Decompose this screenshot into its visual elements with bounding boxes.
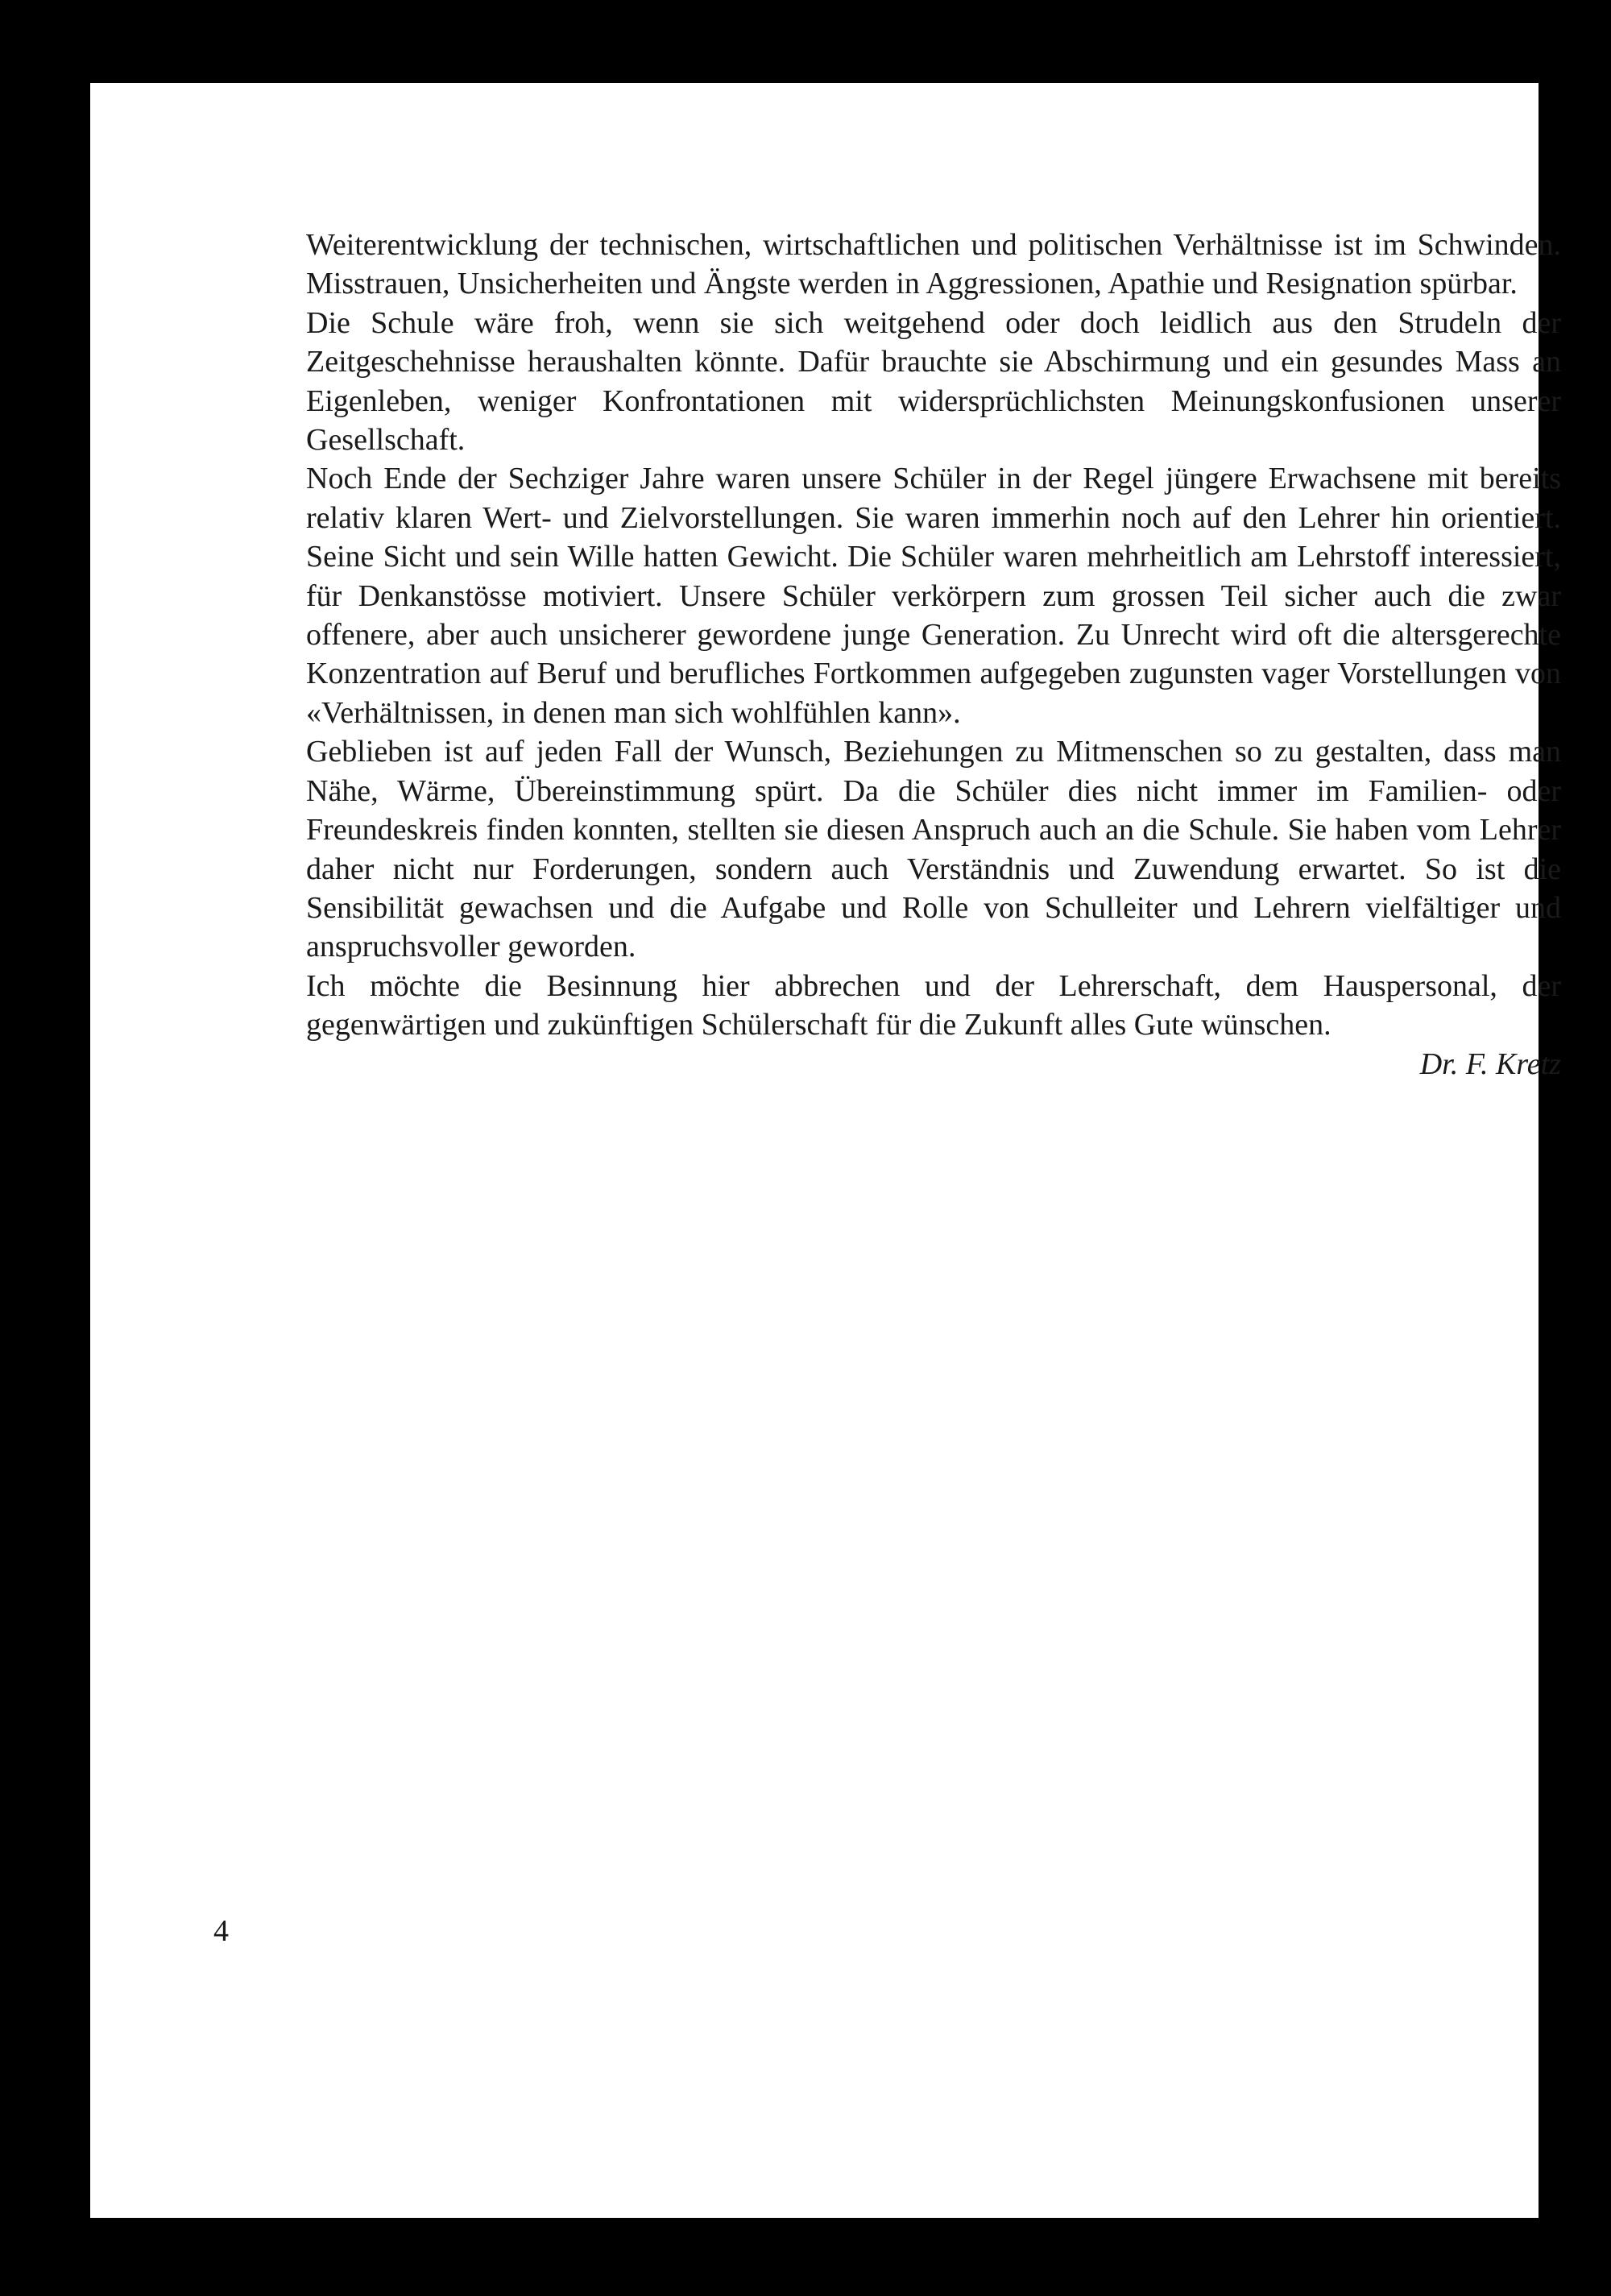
body-text [306,226,1561,1084]
paragraph: Noch Ende der Sechziger Jahre waren unsere Schüler in der Regel jüngere Erwachsene mit bereits relativ klaren Wert- und Zielvorstellungen. Sie waren immerhin noch auf den Lehrer hin orientiert. Seine Sicht und sein Wille hatten Gewicht. Die Schüler waren mehrheitlich am Lehrstoff interessiert, für Denkanstösse motiviert. Unsere Schüler verkörpern zum grossen Teil sicher auch die zwar offenere, aber auch unsicherer gewordene junge Generation. Zu Unrecht wird oft die altersgerechte Konzentration auf Beruf und berufliches Fortkommen aufgegeben zugunsten vager Vorstellungen von «Verhältnissen, in denen man sich wohlfühlen kann». [306,462,1561,730]
paragraph: Ich möchte die Besinnung hier abbrechen und der Lehrerschaft, dem Hauspersonal, der gegenwärtigen und zukünftigen Schülerschaft für die Zukunft alles Gute wünschen. [306,968,1561,1042]
page-number: 4 [213,1914,229,1948]
paragraph: Die Schule wäre froh, wenn sie sich weitgehend oder doch leidlich aus den Strudeln der Zeitgeschehnisse heraushalten könnte. Dafür brauchte sie Abschirmung und ein gesundes Mass an Eigenleben, weniger Konfrontationen mit widersprüchlichsten Meinungskonfusionen unserer Gesellschaft. [306,305,1561,458]
paragraph: Geblieben ist auf jeden Fall der Wunsch, Beziehungen zu Mitmenschen so zu gestalten, dass man Nähe, Wärme, Übereinstimmung spürt. Da die Schüler dies nicht immer im Familien- oder Freundeskreis finden konnten, stellten sie diesen Anspruch auch an die Schule. Sie haben vom Lehrer daher nicht nur Forderungen, sondern auch Verständnis und Zuwendung erwartet. So ist die Sensibilität gewachsen und die Aufgabe und Rolle von Schulleiter und Lehrern vielfältiger und anspruchsvoller geworden. [306,735,1561,964]
paragraph: Weiterentwicklung der technischen, wirtschaftlichen und politischen Verhältnisse ist im Schwinden. Misstrauen, Unsicherheiten und Ängste werden in Aggressionen, Apathie und Resignation spürbar. [306,228,1561,301]
signature: Dr. F. Kretz [1419,1046,1561,1081]
document-page [90,83,1561,2218]
